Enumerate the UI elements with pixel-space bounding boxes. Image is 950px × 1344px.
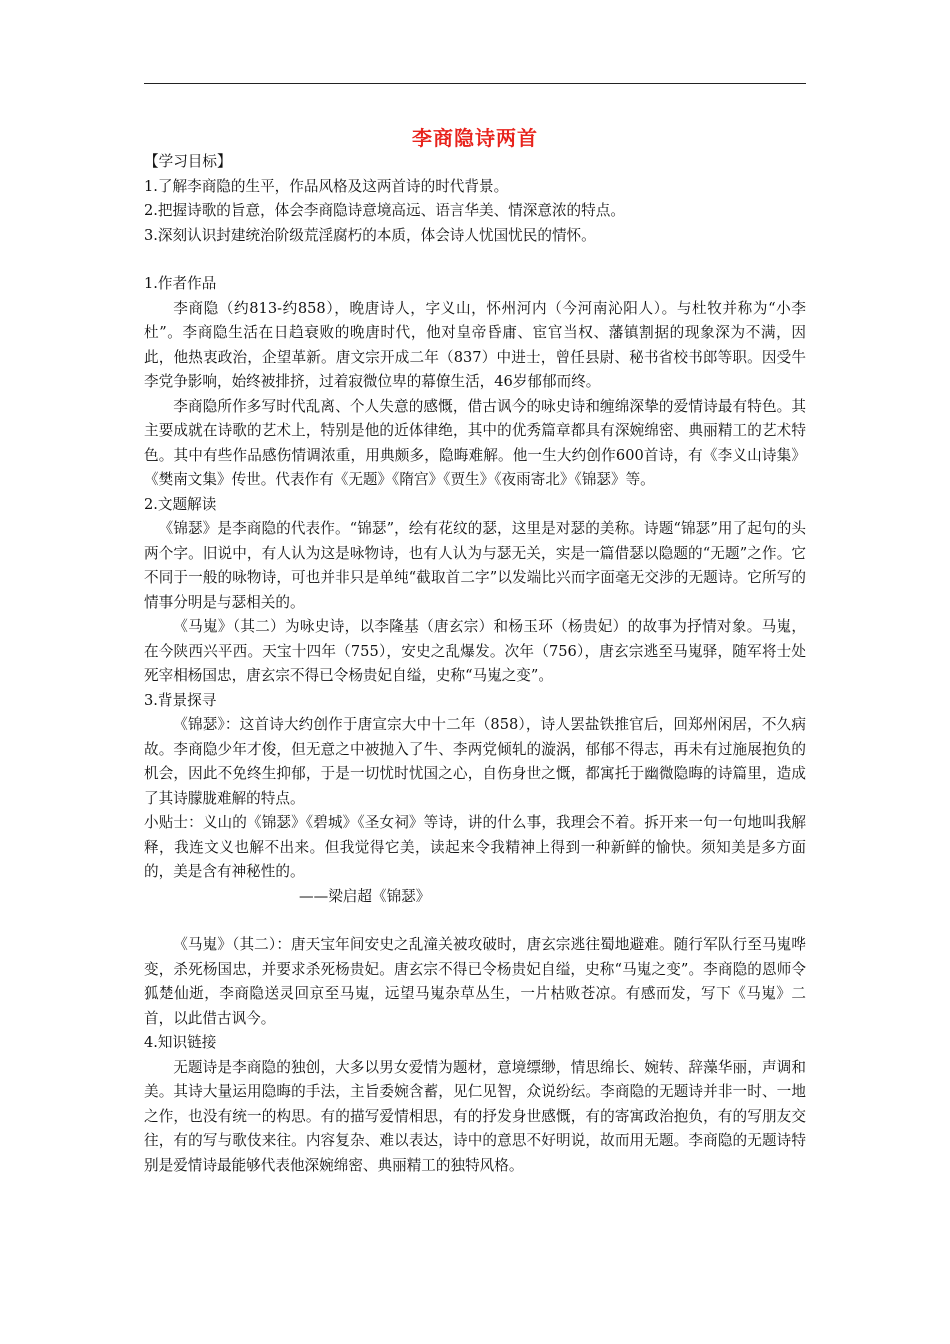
- titles-paragraph: 《马嵬》（其二）为咏史诗，以李隆基（唐玄宗）和杨玉环（杨贵妃）的故事为抒情对象。马嵬，在今陕西兴平西。天宝十四年（755），安史之乱爆发。次年（756），唐玄宗逃至马嵬驿，随军将士处死宰相杨国忠，唐玄宗不得已令杨贵妃自缢，史称“马嵬之变”。: [144, 618, 806, 684]
- tip-paragraph: 小贴士：义山的《锦瑟》《碧城》《圣女祠》等诗，讲的什么事，我理会不着。拆开来一句一句地叫我解释，我连文义也解不出来。但我觉得它美，读起来令我精神上得到一种新鲜的愉快。须知美是多方面的，美是含有神秘性的。: [144, 814, 806, 880]
- spacer: [144, 248, 806, 272]
- objectives-heading: 【学习目标】: [144, 153, 232, 170]
- objective-item: 2.把握诗歌的旨意，体会李商隐诗意境高远、语言华美、情深意浓的特点。: [144, 202, 625, 219]
- section-heading-knowledge: 4.知识链接: [144, 1034, 217, 1051]
- page-title: 李商隐诗两首: [412, 126, 538, 150]
- background-paragraph: 《马嵬》（其二）：唐天宝年间安史之乱潼关被攻破时，唐玄宗逃往蜀地避难。随行军队行至马嵬哗变，杀死杨国忠，并要求杀死杨贵妃。唐玄宗不得已令杨贵妃自缢，史称“马嵬之变”。李商隐的恩师令狐楚仙逝，李商隐送灵回京至马嵬，远望马嵬杂草丛生，一片枯败苍凉。有感而发，写下《马嵬》二首，以此借古讽今。: [144, 936, 806, 1027]
- quote-attribution: ——梁启超《锦瑟》: [299, 887, 431, 905]
- objective-item: 3.深刻认识封建统治阶级荒淫腐朽的本质，体会诗人忧国忧民的情怀。: [144, 226, 596, 244]
- section-heading-titles: 2.文题解读: [144, 495, 217, 513]
- background-paragraph: 《锦瑟》：这首诗大约创作于唐宣宗大中十二年（858），诗人罢盐铁推官后，回郑州闲居，不久病故。李商隐少年才俊，但无意之中被抛入了牛、李两党倾轧的漩涡，郁郁不得志，再未有过施展抱负的机会，因此不免终生抑郁，于是一切忧时忧国之心，自伤身世之慨，都寓托于幽微隐晦的诗篇里，造成了其诗朦胧难解的特点。: [144, 716, 806, 807]
- titles-paragraph: 《锦瑟》是李商隐的代表作。“锦瑟”，绘有花纹的瑟，这里是对瑟的美称。诗题“锦瑟”用了起句的头两个字。旧说中，有人认为这是咏物诗，也有人认为与瑟无关，实是一篇借瑟以隐题的“无题”之作。它不同于一般的咏物诗，可也并非只是单纯“截取首二字”以发端比兴而字面毫无交涉的无题诗。它所写的情事分明是与瑟相关的。: [144, 520, 806, 611]
- section-heading-background: 3.背景探寻: [144, 691, 217, 709]
- section-heading-author: 1.作者作品: [144, 275, 217, 292]
- objective-item: 1.了解李商隐的生平，作品风格及这两首诗的时代背景。: [144, 177, 509, 195]
- knowledge-paragraph: 无题诗是李商隐的独创，大多以男女爱情为题材，意境缥缈，情思绵长、婉转、辞藻华丽，声调和美。其诗大量运用隐晦的手法，主旨委婉含蓄，见仁见智，众说纷纭。李商隐的无题诗并非一时、一地之作，也没有统一的构思。有的描写爱情相思，有的抒发身世感慨，有的寄寓政治抱负，有的写朋友交往，有的写与歌伎来往。内容复杂、难以表达，诗中的意思不好明说，故而用无题。李商隐的无题诗特别是爱情诗最能够代表他深婉绵密、典丽精工的独特风格。: [144, 1058, 806, 1174]
- author-paragraph: 李商隐（约813-约858），晚唐诗人，字义山，怀州河内（今河南沁阳人）。与杜牧并称为“小李杜”。李商隐生活在日趋衰败的晚唐时代，他对皇帝昏庸、宦官当权、藩镇割据的现象深为不满，因此，他热衷政治，企望革新。唐文宗开成二年（837）中进士，曾任县尉、秘书省校书郎等职。因受牛李党争影响，始终被排挤，过着寂微位卑的幕僚生活，46岁郁郁而终。: [144, 299, 806, 390]
- spacer: [144, 909, 806, 933]
- document-body: [144, 150, 806, 1178]
- header-rule: [144, 83, 806, 84]
- author-paragraph: 李商隐所作多写时代乱离、个人失意的感慨，借古讽今的咏史诗和缠绵深挚的爱情诗最有特色。其主要成就在诗歌的艺术上，特别是他的近体律绝，其中的优秀篇章都具有深婉绵密、典丽精工的艺术特色。其中有些作品感伤情调浓重，用典颇多，隐晦难解。他一生大约创作600首诗，有《李义山诗集》《樊南文集》传世。代表作有《无题》《隋宫》《贾生》《夜雨寄北》《锦瑟》等。: [144, 397, 806, 488]
